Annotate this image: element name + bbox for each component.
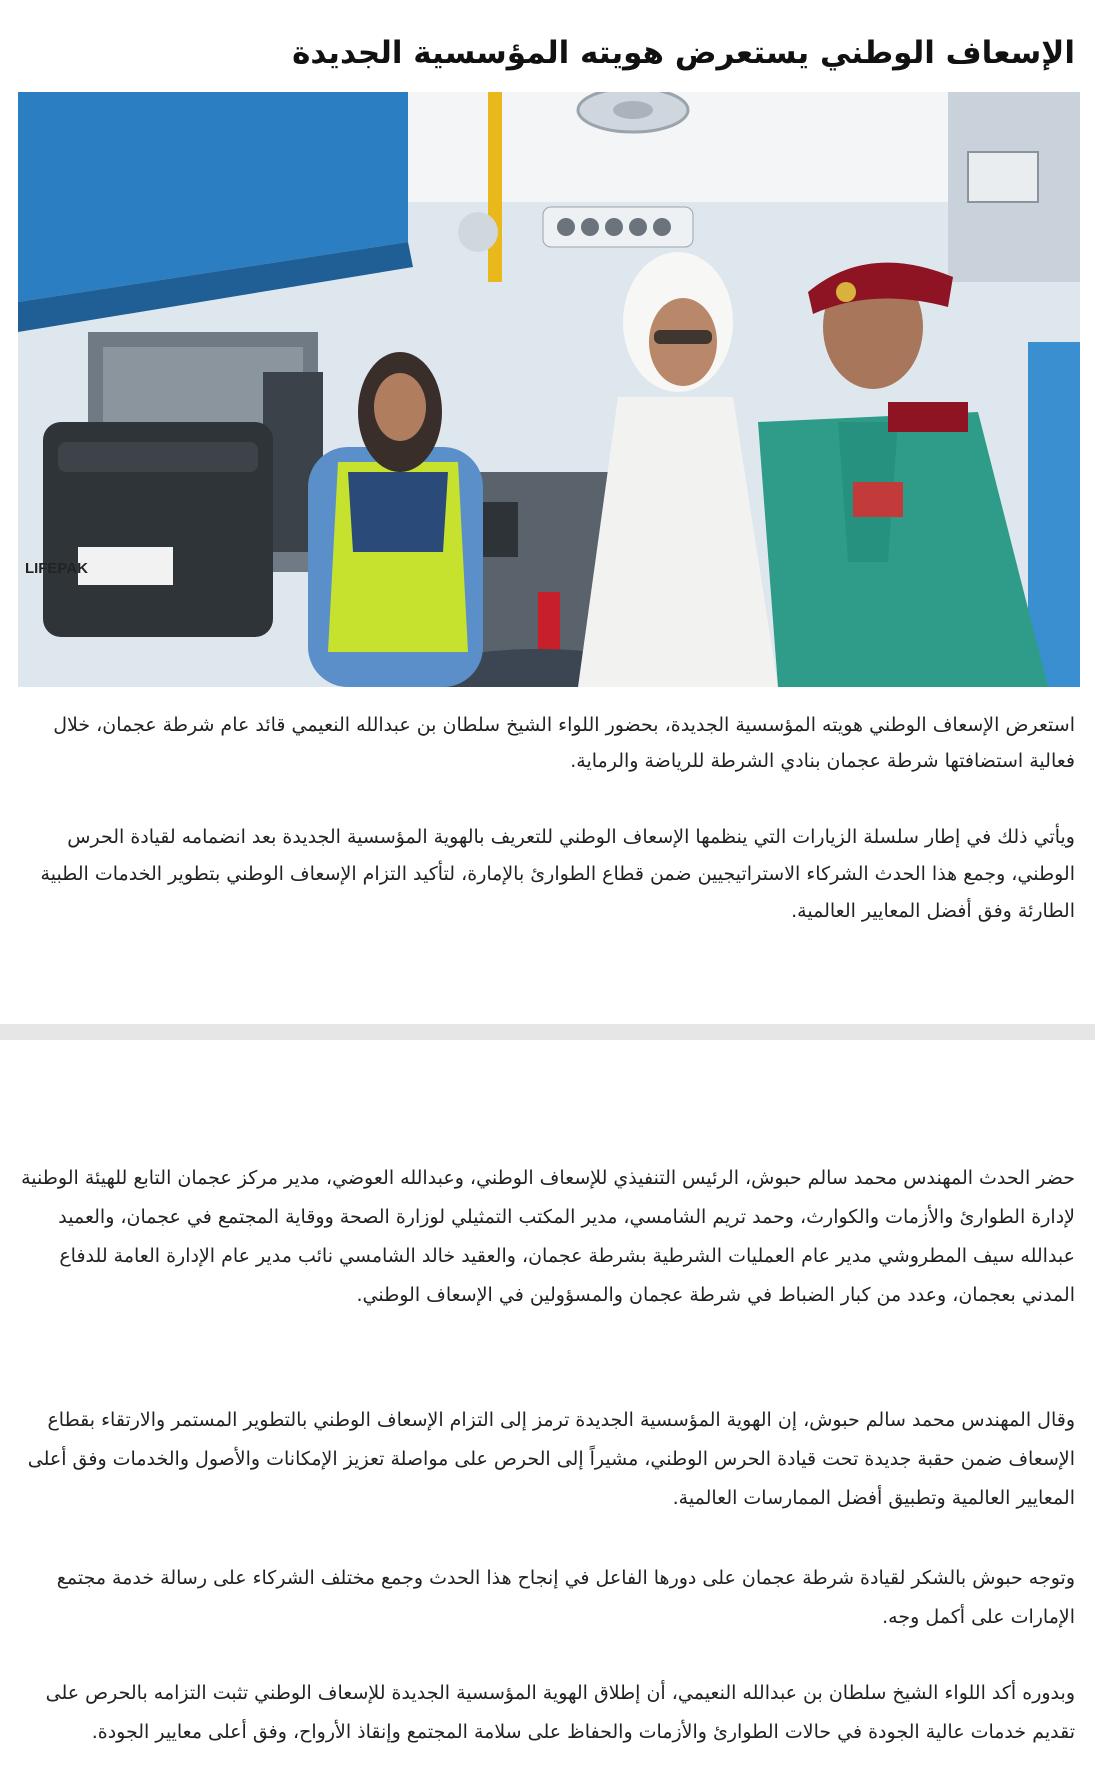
photo-caption: استعرض الإسعاف الوطني هويته المؤسسية الجديدة، بحضور اللواء الشيخ سلطان بن عبدالله النعيمي قائد عام شرطة عجمان، خلال فعالية استضافتها شرطة عجمان بنادي الشرطة للرياضة والرماية. — [53, 714, 1075, 772]
lifepak-label: LIFEPAK — [24, 560, 88, 577]
article-paragraph: وبدوره أكد اللواء الشيخ سلطان بن عبدالله النعيمي، أن إطلاق الهوية المؤسسية الجديدة للإسعاف الوطني تثبت التزامه بالحرص على تقديم خدمات عالية الجودة في حالات الطوارئ والأزمات والحفاظ على سلامة المجتمع وإنقاذ الأرواح، وفق أعلى معايير الجودة. — [45, 1682, 1075, 1743]
article-paragraph: حضر الحدث المهندس محمد سالم حبوش، الرئيس التنفيذي للإسعاف الوطني، وعبدالله العوضي، مدير مركز عجمان التابع للهيئة الوطنية لإدارة الطوارئ والأزمات والكوارث، وحمد تريم الشامسي، مدير المكتب التمثيلي لوزارة الصحة ووقاية المجتمع في عجمان، والعميد عبدالله سيف المطروشي مدير عام العمليات الشرطية بشرطة عجمان، والعقيد خالد الشامسي نائب مدير عام الإدارة العامة للدفاع المدني بعجمان، وعدد من كبار الضباط في شرطة عجمان والمسؤولين في الإسعاف الوطني. — [21, 1167, 1075, 1306]
article-title: الإسعاف الوطني يستعرض هويته المؤسسية الجديدة — [292, 34, 1075, 71]
article-paragraph: وقال المهندس محمد سالم حبوش، إن الهوية المؤسسية الجديدة ترمز إلى التزام الإسعاف الوطني بالتطوير المستمر والارتقاء بقطاع الإسعاف ضمن حقبة جديدة تحت قيادة الحرس الوطني، مشيراً إلى الحرص على مواصلة تعزيز الإمكانات والأصول والخدمات وفق أعلى المعايير العالمية وتطبيق أفضل الممارسات العالمية. — [27, 1409, 1075, 1509]
article-photo — [18, 92, 1080, 687]
section-divider — [0, 1024, 1095, 1040]
article-paragraph: ويأتي ذلك في إطار سلسلة الزيارات التي ينظمها الإسعاف الوطني للتعريف بالهوية المؤسسية الجديدة بعد انضمامه لقيادة الحرس الوطني، وجمع هذا الحدث الشركاء الاستراتيجيين ضمن قطاع الطوارئ بالإمارة، لتأكيد التزام الإسعاف الوطني بتطوير الخدمات الطبية الطارئة وفق أفضل المعايير العالمية. — [40, 826, 1075, 922]
article-paragraph: وتوجه حبوش بالشكر لقيادة شرطة عجمان على دورها الفاعل في إنجاح هذا الحدث وجمع مختلف الشركاء على رسالة خدمة مجتمع الإمارات على أكمل وجه. — [56, 1567, 1075, 1628]
